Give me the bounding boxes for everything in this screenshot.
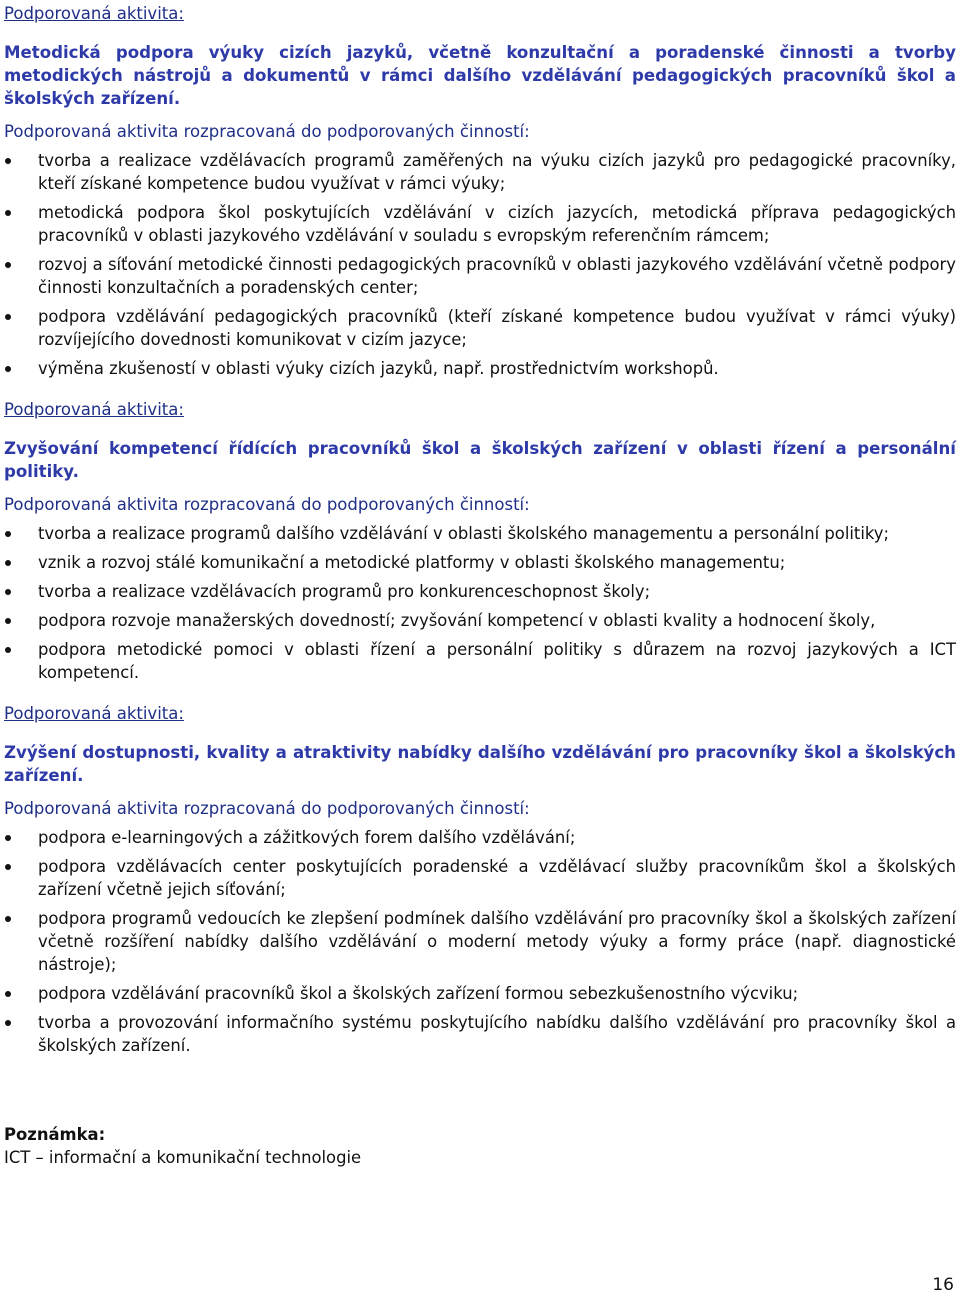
activities-sublabel: Podporovaná aktivita rozpracovaná do podporovaných činností:	[4, 495, 530, 514]
note-block	[4, 1123, 361, 1169]
list-item-text: podpora vzdělávání pracovníků škol a školských zařízení formou sebezkušenostního výcviku;	[38, 984, 799, 1003]
activity-section-3	[4, 702, 956, 1057]
note-title: Poznámka:	[4, 1125, 106, 1144]
list-item	[4, 580, 956, 603]
list-item-text: tvorba a realizace vzdělávacích programů zaměřených na výuku cizích jazyků pro pedagogické pracovníky, kteří získané kompetence budou využívat v rámci výuky;	[38, 151, 956, 193]
activity-title: Metodická podpora výuky cizích jazyků, včetně konzultační a poradenské činnosti a tvorby metodických nástrojů a dokumentů v rámci dalšího vzdělávání pedagogických pracovníků škol a školských zařízení.	[4, 43, 956, 108]
list-item	[4, 522, 956, 545]
list-item-text: podpora vzdělávání pedagogických pracovníků (kteří získané kompetence budou využívat v rámci výuky) rozvíjejícího dovednosti komunikovat v cizím jazyce;	[38, 307, 956, 349]
section-heading: Podporovaná aktivita:	[4, 704, 184, 723]
activities-sublabel: Podporovaná aktivita rozpracovaná do podporovaných činností:	[4, 799, 530, 818]
list-item	[4, 609, 956, 632]
list-item	[4, 826, 956, 849]
note-text: ICT – informační a komunikační technologie	[4, 1148, 362, 1167]
list-item	[4, 907, 956, 976]
activity-section-2	[4, 398, 956, 684]
list-item	[4, 1011, 956, 1057]
activity-list	[4, 522, 956, 684]
list-item-text: podpora rozvoje manažerských dovedností; zvyšování kompetencí v oblasti kvality a hodnocení školy,	[38, 611, 876, 630]
list-item	[4, 357, 956, 380]
activities-sublabel: Podporovaná aktivita rozpracovaná do podporovaných činností:	[4, 122, 530, 141]
list-item	[4, 201, 956, 247]
list-item	[4, 855, 956, 901]
list-item-text: tvorba a realizace programů dalšího vzdělávání v oblasti školského managementu a personální politiky;	[38, 524, 890, 543]
list-item	[4, 638, 956, 684]
list-item-text: podpora e-learningových a zážitkových forem dalšího vzdělávání;	[38, 828, 576, 847]
section-heading: Podporovaná aktivita:	[4, 4, 184, 23]
list-item-text: tvorba a provozování informačního systému poskytujícího nabídku dalšího vzdělávání pro pracovníky škol a školských zařízení.	[38, 1013, 956, 1055]
list-item-text: rozvoj a síťování metodické činnosti pedagogických pracovníků v oblasti jazykového vzdělávání včetně podpory činnosti konzultačních a poradenských center;	[38, 255, 956, 297]
list-item-text: metodická podpora škol poskytujících vzdělávání v cizích jazycích, metodická příprava pedagogických pracovníků v oblasti jazykového vzdělávání v souladu s evropským referenčním rámcem;	[38, 203, 956, 245]
list-item	[4, 982, 956, 1005]
document-page	[4, 0, 956, 1075]
activity-title: Zvyšování kompetencí řídících pracovníků škol a školských zařízení v oblasti řízení a personální politiky.	[4, 439, 956, 481]
activity-list	[4, 826, 956, 1057]
list-item	[4, 305, 956, 351]
activity-section-1	[4, 2, 956, 380]
list-item-text: tvorba a realizace vzdělávacích programů pro konkurenceschopnost školy;	[38, 582, 651, 601]
list-item-text: vznik a rozvoj stálé komunikační a metodické platformy v oblasti školského managementu;	[38, 553, 786, 572]
list-item	[4, 149, 956, 195]
list-item	[4, 253, 956, 299]
list-item-text: výměna zkušeností v oblasti výuky cizích jazyků, např. prostřednictvím workshopů.	[38, 359, 719, 378]
list-item-text: podpora programů vedoucích ke zlepšení podmínek dalšího vzdělávání pro pracovníky škol a školských zařízení včetně rozšíření nabídky dalšího vzdělávání o moderní metody výuky a formy práce (např. diagnostické nástroje);	[38, 909, 956, 974]
list-item-text: podpora metodické pomoci v oblasti řízení a personální politiky s důrazem na rozvoj jazykových a ICT kompetencí.	[38, 640, 956, 682]
list-item-text: podpora vzdělávacích center poskytujících poradenské a vzdělávací služby pracovníkům škol a školských zařízení včetně jejich síťování;	[38, 857, 956, 899]
activity-list	[4, 149, 956, 380]
section-heading: Podporovaná aktivita:	[4, 400, 184, 419]
activity-title: Zvýšení dostupnosti, kvality a atraktivity nabídky dalšího vzdělávání pro pracovníky škol a školských zařízení.	[4, 743, 956, 785]
page-number: 16	[932, 1275, 954, 1295]
list-item	[4, 551, 956, 574]
